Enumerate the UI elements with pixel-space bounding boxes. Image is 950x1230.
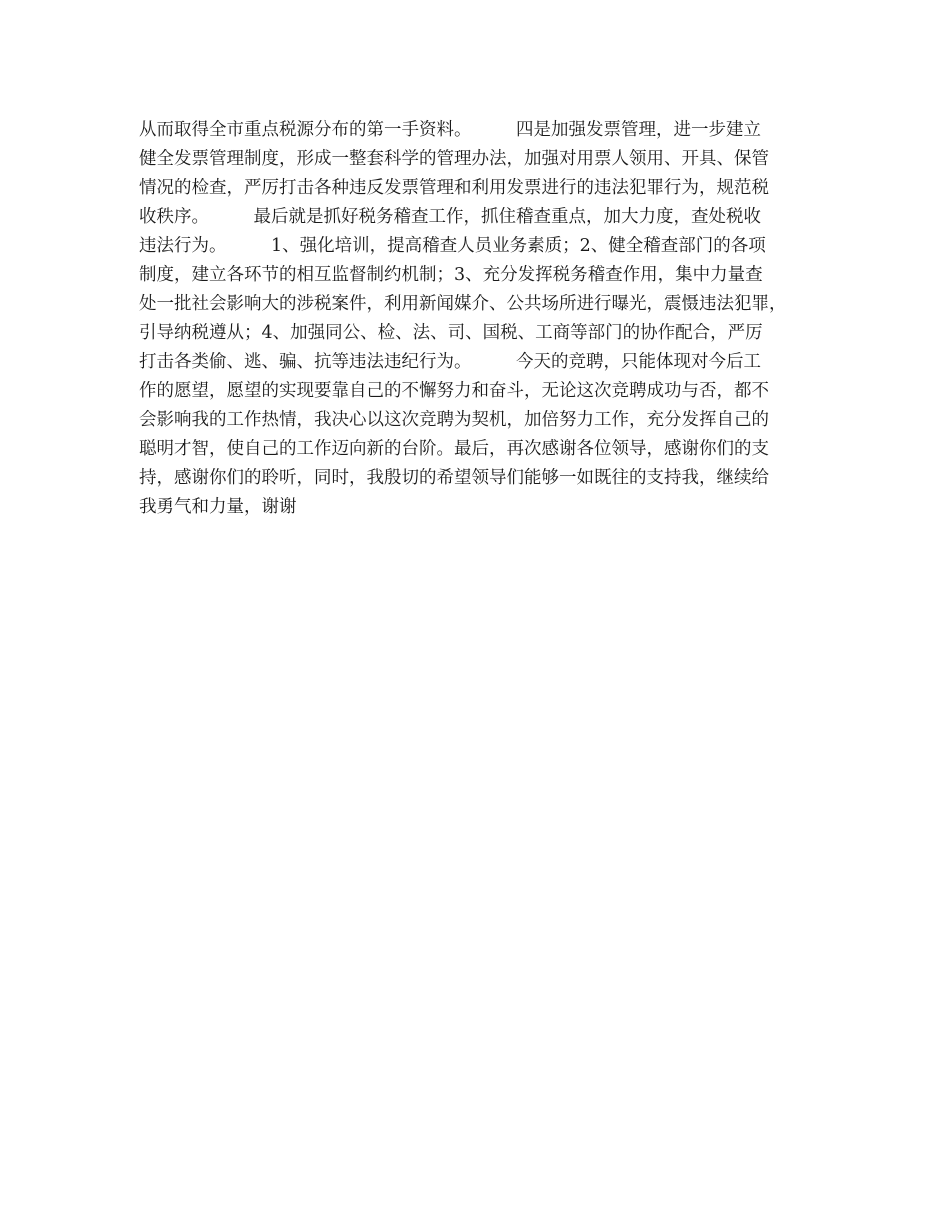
text-line: 从而取得全市重点税源分布的第一手资料。 四是加强发票管理，进一步建立: [139, 120, 761, 140]
text-line: 引导纳税遵从；4、加强同公、检、法、司、国税、工商等部门的协作配合，严厉: [139, 323, 763, 343]
text-line: 持，感谢你们的聆听，同时，我殷切的希望领导们能够一如既往的支持我，继续给: [139, 468, 769, 488]
text-line: 会影响我的工作热情，我决心以这次竞聘为契机，加倍努力工作，充分发挥自己的: [139, 410, 769, 430]
text-line: 收秩序。 最后就是抓好税务稽查工作，抓住稽查重点，加大力度，查处税收: [139, 207, 761, 227]
text-line: 制度，建立各环节的相互监督制约机制；3、充分发挥税务稽查作用，集中力量查: [139, 265, 763, 285]
text-line: 违法行为。 1、强化培训，提高稽查人员业务素质；2、健全稽查部门的各项: [139, 236, 766, 256]
body-text: [139, 116, 829, 522]
text-line: 我勇气和力量，谢谢: [139, 497, 297, 517]
text-line: 打击各类偷、逃、骗、抗等违法违纪行为。 今天的竞聘，只能体现对今后工: [139, 352, 761, 372]
text-line: 聪明才智，使自己的工作迈向新的台阶。最后，再次感谢各位领导，感谢你们的支: [139, 439, 769, 459]
text-line: 作的愿望，愿望的实现要靠自己的不懈努力和奋斗，无论这次竞聘成功与否，都不: [139, 381, 769, 401]
text-line: 健全发票管理制度，形成一整套科学的管理办法，加强对用票人领用、开具、保管: [139, 149, 769, 169]
text-line: 处一批社会影响大的涉税案件，利用新闻媒介、公共场所进行曝光，震慑违法犯罪，: [139, 294, 787, 314]
text-line: 情况的检查，严厉打击各种违反发票管理和利用发票进行的违法犯罪行为，规范税: [139, 178, 769, 198]
